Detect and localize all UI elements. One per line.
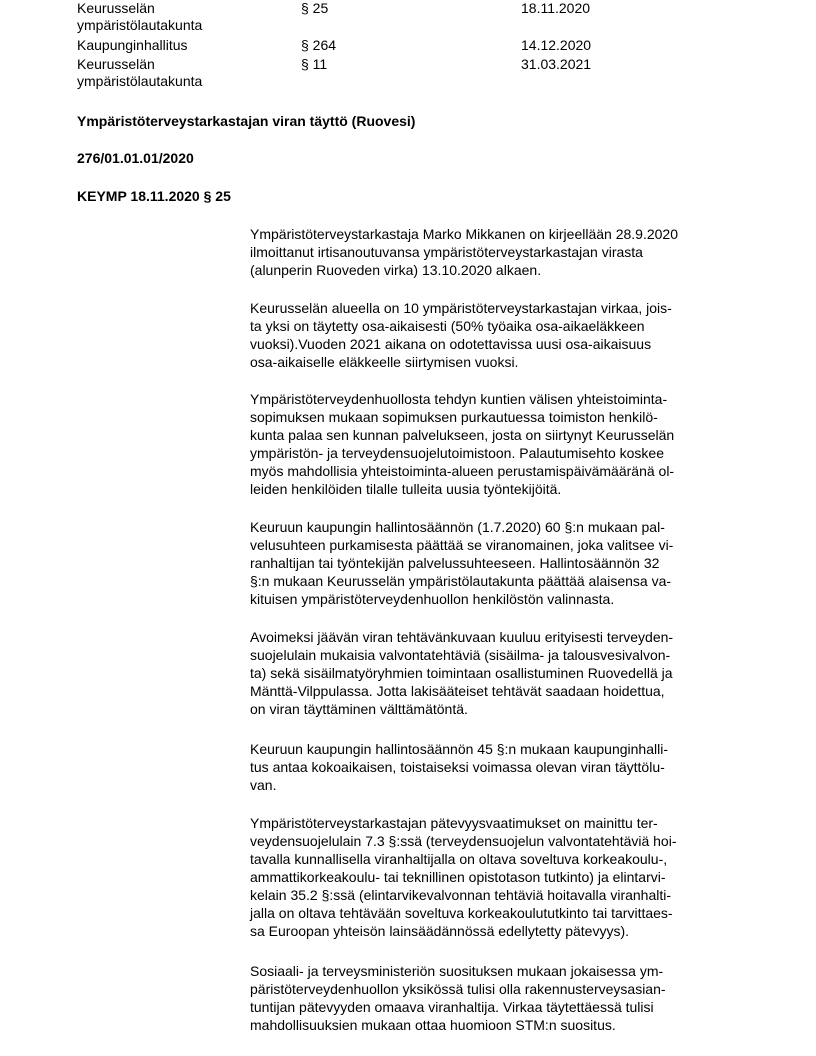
text-line: mahdollisuuksien mukaan ottaa huomioon STM:n suositus. [250, 1017, 616, 1033]
meeting-reference: KEYMP 18.11.2020 § 25 [77, 188, 231, 204]
text-line: kituisen ympäristöterveydenhuollon henkilöstön valinnasta. [250, 591, 615, 607]
text-line: vuoksi).Vuoden 2021 aikana on odotettavissa uusi osa-aikaisuus [250, 336, 652, 352]
paragraph-6 [250, 740, 750, 794]
text-line: van. [250, 777, 277, 793]
history-section: § 264 [301, 37, 337, 53]
text-line: tuntijan pätevyyden omaava viranhaltija. Virkaa täytettäessä tulisi [250, 999, 654, 1015]
paragraph-8 [250, 962, 750, 1034]
paragraph-2 [250, 299, 750, 371]
text-line: Ympäristöterveystarkastajan pätevyysvaatimukset on mainittu ter- [250, 815, 658, 831]
text-line: Mänttä-Vilppulassa. Jotta lakisääteiset tehtävät saadaan hoidettua, [250, 683, 665, 699]
text-line: osa-aikaiselle eläkkeelle siirtymisen vuoksi. [250, 354, 519, 370]
text-line: Ympäristöterveydenhuollosta tehdyn kuntien välisen yhteistoiminta- [250, 391, 668, 407]
text-line: jalla on oltava tehtävään soveltuva korkeakoulututkinto tai tarvittaes- [250, 905, 673, 921]
history-date: 14.12.2020 [521, 37, 592, 53]
organ-line: Keurusselän [77, 56, 155, 72]
history-organ [77, 56, 287, 90]
paragraph-1 [250, 225, 750, 279]
text-line: leiden henkilöiden tilalle tulleita uusia työntekijöitä. [250, 481, 562, 497]
text-line: ympäristön- ja terveydensuojelutoimistoon. Palautumisehto koskee [250, 445, 664, 461]
history-date: 18.11.2020 [521, 0, 591, 16]
paragraph-7 [250, 814, 750, 940]
text-line: tavalla kunnallisella viranhaltijalla on oltava soveltuva korkeakoulu-, [250, 851, 668, 867]
organ-line: Keurusselän [77, 0, 155, 16]
text-line: velusuhteen purkamisesta päättää se viranomainen, joka valitsee vi- [250, 537, 674, 553]
text-line: Keuruun kaupungin hallintosäännön (1.7.2020) 60 §:n mukaan pal- [250, 519, 665, 535]
text-line: (alunperin Ruoveden virka) 13.10.2020 alkaen. [250, 262, 542, 278]
text-line: Sosiaali- ja terveysministeriön suosituksen mukaan jokaisessa ym- [250, 963, 664, 979]
organ-line: ympäristölautakunta [77, 17, 203, 33]
text-line: on viran täyttäminen välttämätöntä. [250, 701, 468, 717]
text-line: päristöterveydenhuollon yksikössä tulisi olla rakennusterveysasian- [250, 981, 666, 997]
text-line: kunta palaa sen kunnan palvelukseen, josta on siirtynyt Keurusselän [250, 427, 675, 443]
case-number: 276/01.01.01/2020 [77, 150, 194, 166]
text-line: ta) sekä sisäilmatyöryhmien toimintaan osallistuminen Ruovedellä ja [250, 665, 673, 681]
text-line: Avoimeksi jäävän viran tehtävänkuvaan kuuluu erityisesti terveyden- [250, 629, 674, 645]
history-date: 31.03.2021 [521, 56, 592, 72]
text-line: §:n mukaan Keurusselän ympäristölautakunta päättää alaisensa va- [250, 573, 672, 589]
text-line: ilmoittanut irtisanoutuvansa ympäristöterveystarkastajan virasta [250, 244, 643, 260]
text-line: sopimuksen mukaan sopimuksen purkautuessa toimiston henkilö- [250, 409, 658, 425]
paragraph-4 [250, 518, 750, 608]
organ-line: ympäristölautakunta [77, 73, 203, 89]
organ-line: Kaupunginhallitus [77, 37, 188, 53]
text-line: sa Euroopan yhteisön lainsäädännössä edellytetty pätevyys). [250, 923, 630, 939]
text-line: Keuruun kaupungin hallintosäännön 45 §:n mukaan kaupunginhalli- [250, 741, 668, 757]
text-line: Keurusselän alueella on 10 ympäristöterveystarkastajan virkaa, jois- [250, 300, 672, 316]
paragraph-3 [250, 390, 750, 498]
text-line: veydensuojelulain 7.3 §:ssä (terveydensuojelun valvontatehtäviä hoi- [250, 833, 677, 849]
history-organ [77, 37, 287, 54]
text-line: ta yksi on täytetty osa-aikaisesti (50% työaika osa-aikaeläkkeen [250, 318, 645, 334]
history-organ [77, 0, 287, 34]
text-line: kelain 35.2 §:ssä (elintarvikevalvonnan tehtäviä hoitavalla viranhalti- [250, 887, 672, 903]
paragraph-5 [250, 628, 750, 718]
text-line: ranhaltijan tai työntekijän palvelussuhteeseen. Hallintosäännön 32 [250, 555, 660, 571]
history-section: § 11 [301, 56, 328, 72]
text-line: ammattikorkeakoulu- tai teknillinen opistotason tutkinto) ja elintarvi- [250, 869, 666, 885]
text-line: Ympäristöterveystarkastaja Marko Mikkanen on kirjeellään 28.9.2020 [250, 226, 678, 242]
text-line: myös mahdollisia yhteistoiminta-alueen perustamispäivämääränä ol- [250, 463, 675, 479]
text-line: tus antaa kokoaikaisen, toistaiseksi voimassa olevan viran täyttölu- [250, 759, 665, 775]
history-section: § 25 [301, 0, 329, 16]
text-line: suojelulain mukaisia valvontatehtäviä (sisäilma- ja talousvesivalvon- [250, 647, 671, 663]
page-title: Ympäristöterveystarkastajan viran täyttö (Ruovesi) [77, 113, 416, 129]
